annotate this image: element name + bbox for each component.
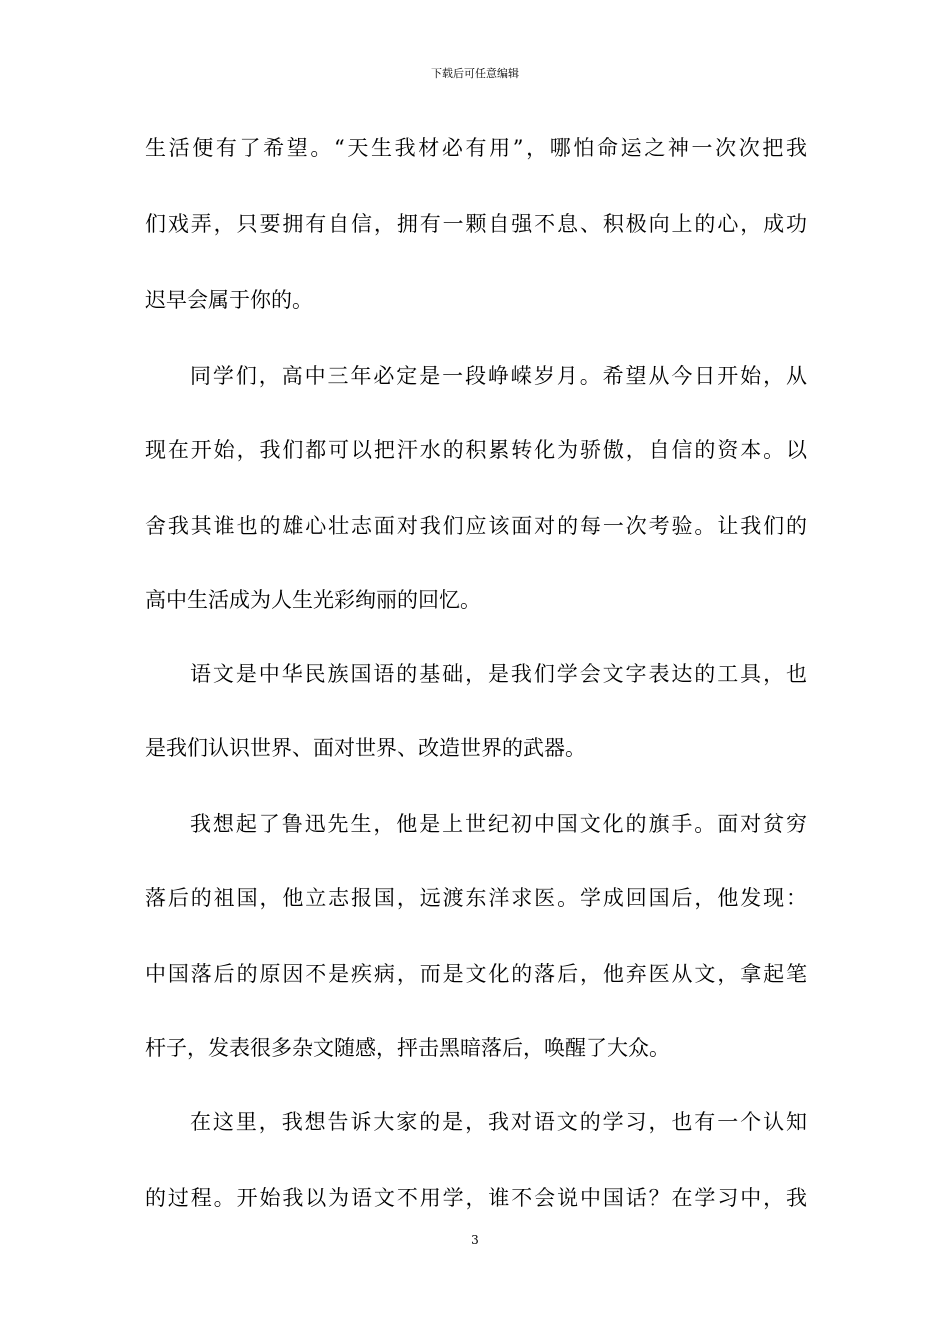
text-line: 杆子，发表很多杂文随感，抨击黑暗落后，唤醒了大众。 xyxy=(145,1036,670,1060)
text-line: 现在开始，我们都可以把汗水的积累转化为骄傲，自信的资本。以 xyxy=(145,438,807,462)
page-header: 下载后可任意编辑 xyxy=(431,67,519,80)
text-line: 生活便有了希望。“天生我材必有用”，哪怕命运之神一次次把我 xyxy=(145,136,807,160)
text-line: 是我们认识世界、面对世界、改造世界的武器。 xyxy=(145,736,586,760)
text-line: 落后的祖国，他立志报国，远渡东洋求医。学成回国后，他发现： xyxy=(145,886,807,910)
text-line: 同学们，高中三年必定是一段峥嵘岁月。希望从今日开始，从 xyxy=(190,364,807,388)
text-line: 高中生活成为人生光彩绚丽的回忆。 xyxy=(145,588,481,612)
text-line: 语文是中华民族国语的基础，是我们学会文字表达的工具，也 xyxy=(190,662,807,686)
text-line: 中国落后的原因不是疾病，而是文化的落后，他弃医从文，拿起笔 xyxy=(145,962,807,986)
page-number: 3 xyxy=(471,1233,479,1247)
text-line: 舍我其谁也的雄心壮志面对我们应该面对的每一次考验。让我们的 xyxy=(145,514,807,538)
text-line: 们戏弄，只要拥有自信，拥有一颗自强不息、积极向上的心，成功 xyxy=(145,212,807,236)
text-line: 的过程。开始我以为语文不用学，谁不会说中国话？在学习中，我 xyxy=(145,1186,807,1210)
text-line: 在这里，我想告诉大家的是，我对语文的学习，也有一个认知 xyxy=(190,1110,807,1134)
text-line: 我想起了鲁迅先生，他是上世纪初中国文化的旗手。面对贫穷 xyxy=(190,812,807,836)
text-line: 迟早会属于你的。 xyxy=(145,288,313,312)
